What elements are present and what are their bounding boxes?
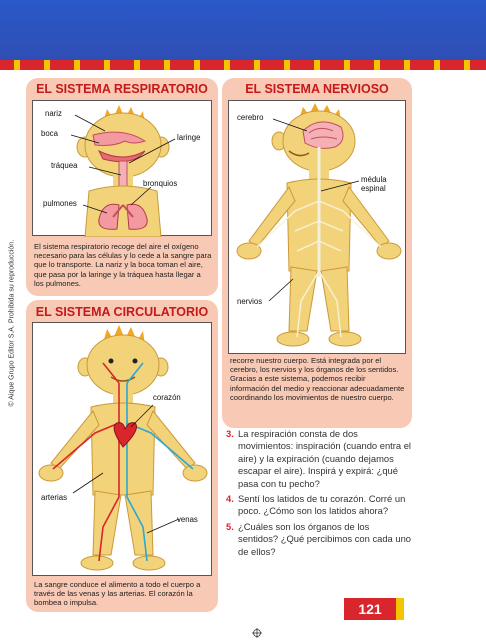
- question-item: [226, 521, 412, 558]
- copyright-text: © Aique Grupo Editor S.A. Prohibida su reproducción.: [8, 239, 16, 407]
- question-text: ¿Cuáles son los órganos de los sentidos? ¿Qué percibimos con cada uno de ellos?: [238, 520, 412, 557]
- question-text: Sentí los latidos de tu corazón. Corré un poco. ¿Cómo son los latidos ahora?: [238, 493, 406, 517]
- question-number: 4.: [226, 493, 234, 505]
- label-nervios: nervios: [237, 297, 263, 306]
- nervioso-caption: recorre nuestro cuerpo. Está integrada por el cerebro, los nervios y los órganos de los sentidos. Gracias a este sistema, podemos recibir información del medio y reaccionar adecuadamente coordinando los movimientos de nuestro cuerpo.: [230, 356, 405, 402]
- panel-circulatorio: [26, 300, 218, 612]
- label-corazon: corazón: [153, 393, 181, 402]
- header-banner: [0, 0, 486, 60]
- crop-mark-icon: [252, 628, 262, 638]
- label-venas: venas: [177, 515, 198, 524]
- copyright-notice: [5, 240, 19, 410]
- label-pulmones: pulmones: [43, 199, 77, 208]
- question-item: [226, 428, 412, 490]
- questions-list: [226, 428, 412, 561]
- label-arterias: arterias: [41, 493, 67, 502]
- page-number: 121: [344, 598, 396, 620]
- circulatory-illustration: [33, 323, 213, 577]
- label-medula-espinal: médula espinal: [361, 175, 387, 193]
- circulatorio-figure: [32, 322, 212, 576]
- nervioso-title: EL SISTEMA NERVIOSO: [245, 82, 389, 96]
- panel-nervioso: [222, 78, 412, 428]
- nervous-illustration: [229, 101, 407, 355]
- label-nariz: nariz: [45, 109, 62, 118]
- respiratorio-figure: [32, 100, 212, 236]
- circulatorio-caption: La sangre conduce el alimento a todo el cuerpo a través de las venas y las arterias. El corazón la bombea o impulsa.: [34, 580, 201, 608]
- panel-respiratorio: [26, 78, 218, 296]
- label-boca: boca: [41, 129, 58, 138]
- nervioso-figure: [228, 100, 406, 354]
- respiratorio-title: EL SISTEMA RESPIRATORIO: [36, 82, 208, 96]
- question-number: 5.: [226, 520, 234, 532]
- label-cerebro: cerebro: [237, 113, 264, 122]
- decorative-stripe: [0, 60, 486, 70]
- question-number: 3.: [226, 428, 234, 439]
- label-bronquios: bronquios: [143, 179, 178, 188]
- circulatorio-title: EL SISTEMA CIRCULATORIO: [35, 305, 209, 319]
- question-text: La respiración consta de dos movimientos: inspiración (cuando entra el aire) y la expiración (cuando dejamos escapar el aire). Inspirá y expirá: ¿qué pasa con tu pecho?: [238, 428, 412, 489]
- label-laringe: laringe: [177, 133, 201, 142]
- question-item: [226, 493, 412, 518]
- respiratorio-caption: El sistema respiratorio recoge del aire el oxígeno necesario para las células y lo cede a la sangre para que lo transporte. La nariz y la boca toman el aire, que pasa por la laringe y la tráquea hasta llegar a los pulmones.: [34, 242, 212, 288]
- label-traquea: tráquea: [51, 161, 78, 170]
- page-number-accent: [396, 598, 404, 620]
